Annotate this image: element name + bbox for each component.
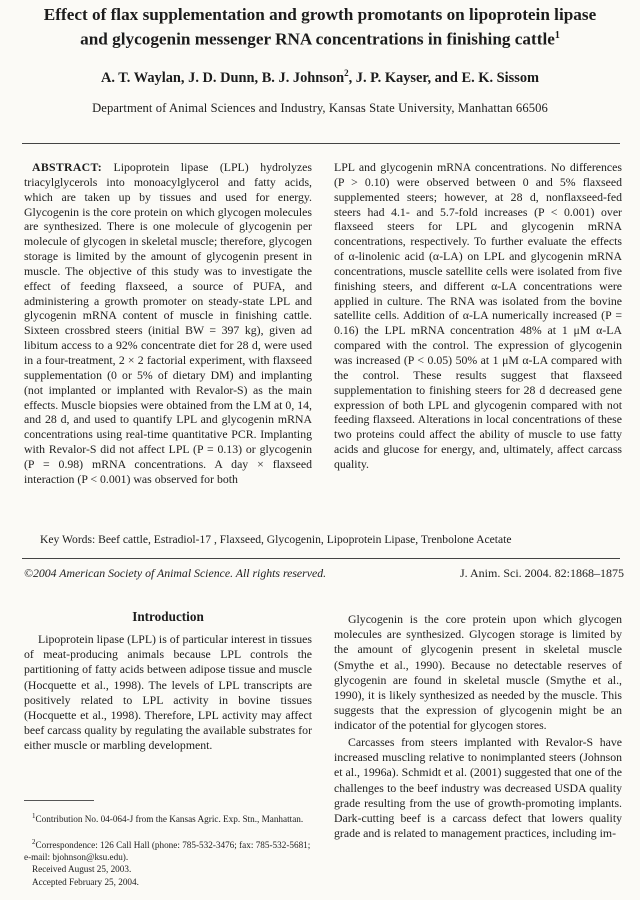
header-divider bbox=[22, 143, 620, 144]
intro-right-paragraph-1: Glycogenin is the core protein upon which glycogen molecules are synthesized. Glycogen storage is limited by the amount of glycogenin present in skeletal muscle (Smythe et al., 1990). Because no detectable reserves of glycogenin are found in skeletal muscle (Smythe et al., 1990), it is likely synthesized as needed by the muscle. This suggests that the expression of glycogenin might be an indicator of the potential for glycogen stores. bbox=[334, 612, 622, 733]
abstract-left-text: Lipoprotein lipase (LPL) hydrolyzes triacylglycerols into monoacylglycerol and fatty acids, which are taken up by tissues and used for energy. Glycogenin is the core protein on which glycogen molecules are synthesized. There is one molecule of glycogenin per molecule of glycogen in skeletal muscle; therefore, glycogen storage is limited by the amount of glycogenin present in muscle. The objective of this study was to investigate the effect of feeding flaxseed, a source of PUFA, and administering a growth promoter on steady-state LPL and glycogenin mRNA content of muscle in finishing cattle. Sixteen crossbred steers (initial BW = 397 kg), given ad libitum access to a 92% concentrate diet for 28 d, were used in a four-treatment, 2 × 2 factorial experiment, with flaxseed supplementation (0 or 5% of dietary DM) and implanting (not implanted or implanted with Revalor-S) as the main effects. Muscle biopsies were obtained from the LM at 0, 14, and 28 d, and used to quantify LPL and glycogenin mRNA concentrations using real-time quantitative PCR. Implanting with Revalor-S did not affect LPL (P = 0.13) or glycogenin (P = 0.98) mRNA concentrations. A day × flaxseed interaction (P < 0.001) was observed for both bbox=[24, 160, 312, 486]
intro-left-paragraph: Lipoprotein lipase (LPL) is of particular interest in tissues of meat-producing animals because LPL controls the partitioning of fatty acids between adipose tissue and muscle (Hocquette et al., 1998). The levels of LPL transcripts are positively related to LPL activity in bovine tissues (Hocquette et al., 1998). Therefore, LPL activity may affect beef carcass quality by regulating the available substrates for either muscle or marbling development. bbox=[24, 632, 312, 753]
footnote-1 bbox=[24, 810, 312, 825]
journal-reference: J. Anim. Sci. 2004. 82:1868–1875 bbox=[459, 566, 624, 580]
footnote-rule bbox=[24, 800, 94, 801]
footnote-2-mark: 2 bbox=[32, 838, 36, 846]
copyright-notice: ©2004 American Society of Animal Science. All rights reserved. bbox=[24, 566, 327, 580]
author-list bbox=[20, 68, 620, 87]
title-footnote-mark: 1 bbox=[554, 30, 560, 41]
footnote-2 bbox=[24, 836, 312, 864]
abstract-left-column bbox=[24, 160, 312, 487]
footnote-1-text: Contribution No. 04-064-J from the Kansas Agric. Exp. Stn., Manhattan. bbox=[35, 814, 304, 825]
received-date: Received August 25, 2003. bbox=[32, 864, 132, 874]
article-title bbox=[20, 4, 620, 50]
authors-part-1: A. T. Waylan, J. D. Dunn, B. J. Johnson bbox=[100, 69, 345, 86]
section-heading-introduction: Introduction bbox=[132, 609, 204, 624]
footnote-1-mark: 1 bbox=[32, 812, 36, 820]
accepted-date: Accepted February 25, 2004. bbox=[32, 877, 139, 887]
keywords: Key Words: Beef cattle, Estradiol-17 , Flaxseed, Glycogenin, Lipoprotein Lipase, Trenbolone Acetate bbox=[40, 533, 512, 546]
abstract-right-column: LPL and glycogenin mRNA concentrations. No differences (P > 0.10) were observed between 0 and 5% flaxseed supplemented steers; however, at 28 d, nonflaxseed-fed steers had 4.1- and 5.7-fold increases (P < 0.001) over flaxseed steers for LPL and glycogenin mRNA concentrations, respectively. To further evaluate the effects of α-linolenic acid (α-LA) on LPL and glycogenin mRNA concentrations, muscle satellite cells were isolated from five finishing steers, and different α-LA concentrations were applied in culture. The RNA was isolated from the bovine satellite cells. Addition of α-LA numerically increased (P = 0.16) the LPL mRNA concentration 48% at 1 μM α-LA compared with the control. The expression of glycogenin was increased (P < 0.05) 50% at 1 μM α-LA compared with the control. These results suggest that flaxseed supplementation to finishing steers for 28 d decreased gene expression of both LPL and glycogenin compared with not feeding flaxseed. Alterations in local concentrations of these two proteins could affect the ability of muscle to use fatty acids and glucose for energy, and, ultimately, affect carcass quality. bbox=[334, 160, 622, 471]
footnote-2-text: Correspondence: 126 Call Hall (phone: 785-532-3476; fax: 785-532-5681; e-mail: bjohnson@ksu.edu). bbox=[24, 840, 311, 863]
title-line-1: Effect of flax supplementation and growth promotants on lipoprotein lipase bbox=[43, 5, 597, 24]
intro-right-paragraph-2: Carcasses from steers implanted with Revalor-S have increased muscling relative to nonimplanted steers (Johnson et al., 1996a). Schmidt et al. (2001) suggested that one of the challenges to the beef industry was decreased USDA quality grade resulting from the use of growth-promoting implants. Dark-cutting beef is a carcass defect that lowers quality grade and is related to management practices, including im- bbox=[334, 735, 622, 841]
affiliation: Department of Animal Sciences and Industry, Kansas State University, Manhattan 66506 bbox=[92, 101, 548, 115]
author-footnote-mark: 2 bbox=[344, 68, 349, 78]
title-line-2: and glycogenin messenger RNA concentrations in finishing cattle bbox=[80, 29, 555, 49]
abstract-heading: ABSTRACT: bbox=[32, 160, 102, 174]
authors-part-2: , J. P. Kayser, and E. K. Sissom bbox=[348, 69, 540, 86]
keywords-divider bbox=[22, 558, 620, 559]
